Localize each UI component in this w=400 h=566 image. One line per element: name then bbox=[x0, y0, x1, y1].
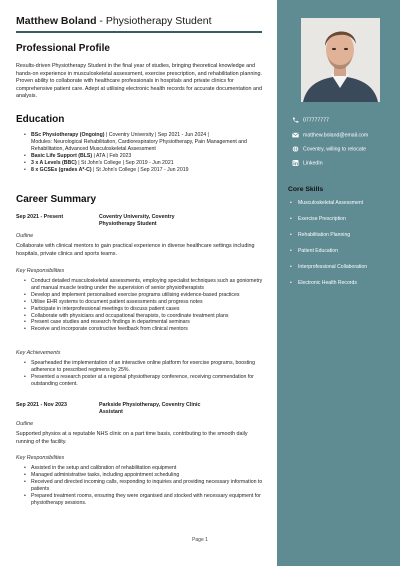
contact-linkedin bbox=[292, 160, 323, 166]
contact-phone bbox=[292, 117, 329, 123]
education-detail: | ATA | Feb 2023 bbox=[92, 152, 132, 159]
responsibility-item: • Collaborate with physicians and occupational therapists, to coordinate treatment plans bbox=[24, 313, 264, 320]
skill-item: • Patient Education bbox=[288, 248, 367, 264]
phone-text: 077777777 bbox=[303, 117, 329, 124]
responsibility-item: • Prepared treatment rooms, ensuring they were organised and stocked with necessary equipment for physiotherapy sessions. bbox=[24, 493, 264, 507]
education-item bbox=[24, 160, 264, 167]
education-detail: | St John's College | Sep 2017 - Jun 2019 bbox=[91, 166, 189, 173]
job-responsibilities-label: Key Responsibilities bbox=[16, 455, 65, 461]
skill-item: • Electronic Health Records bbox=[288, 280, 367, 296]
job-title: Parkside Physiotherapy, Coventry Clinic Assistant bbox=[99, 402, 201, 415]
linkedin-text[interactable]: LinkedIn bbox=[303, 160, 323, 167]
contact-location bbox=[292, 146, 366, 152]
responsibility-item: • Present case studies and research findings in departmental seminars bbox=[24, 319, 264, 326]
responsibility-item: • Conduct detailed musculoskeletal assessments, employing specialist techniques such as goniometry and manual muscle testing under the supervision of senior physiotherapists bbox=[24, 278, 264, 292]
job-responsibilities-list bbox=[24, 278, 264, 333]
header-rule bbox=[16, 31, 262, 33]
profile-heading: Professional Profile bbox=[16, 43, 110, 54]
job-outline: Collaborate with clinical mentors to gain practical experience in diverse healthcare settings including hospitals, private clinics and sports teams. bbox=[16, 243, 255, 257]
job-outline-label: Outline bbox=[16, 421, 34, 427]
responsibility-item: • Participate in interprofessional meetings to discuss patient cases bbox=[24, 306, 264, 313]
skill-item: • Interprofessional Collaboration bbox=[288, 264, 367, 280]
responsibility-item: • Managed administrative tasks, including appointment scheduling bbox=[24, 472, 264, 479]
profile-photo bbox=[301, 18, 380, 102]
achievement-item: • Spearheaded the implementation of an interactive online platform for exercise programs, boosting adherence to prescribed regimens by 25%. bbox=[24, 360, 264, 374]
education-title: 8 x GCSEs (grades A*-C) bbox=[31, 166, 92, 173]
header-separator: - bbox=[96, 15, 106, 27]
education-detail: | St John's College | Sep 2019 - Jun 2021 bbox=[76, 159, 174, 166]
responsibility-item: • Develop and implement personalised exercise programs utilising evidence-based practices bbox=[24, 292, 264, 299]
job-achievements-list bbox=[24, 360, 264, 388]
skills-heading: Core Skills bbox=[288, 186, 324, 193]
education-heading: Education bbox=[16, 114, 65, 125]
email-icon bbox=[292, 132, 299, 138]
job-outline: Supported physios at a reputable NHS clinic on a part time basis, contributing to the smooth daily running of the facility. bbox=[16, 431, 248, 445]
job-responsibilities-label: Key Responsibilities bbox=[16, 268, 65, 274]
job-achievements-label: Key Achievements bbox=[16, 350, 61, 356]
responsibility-item: • Assisted in the setup and calibration of rehabilitation equipment bbox=[24, 465, 264, 472]
job-title: Coventry University, Coventry Physiotherapy Student bbox=[99, 214, 175, 227]
achievement-item: • Presented a research poster at a regional physiotherapy conference, receiving commendation for outstanding content. bbox=[24, 374, 264, 388]
education-title: Basic Life Support (BLS) bbox=[31, 152, 93, 159]
education-item bbox=[24, 153, 264, 160]
education-detail: | Coventry University | Sep 2021 - Jun 2024 | bbox=[104, 132, 209, 138]
responsibility-item: • Utilise EHR systems to document patient assessments and progress notes bbox=[24, 299, 264, 306]
education-item bbox=[24, 132, 264, 153]
career-heading: Career Summary bbox=[16, 194, 97, 205]
education-item bbox=[24, 167, 264, 174]
job-responsibilities-list bbox=[24, 465, 264, 506]
education-title: BSc Physiotherapy (Ongoing) bbox=[31, 132, 105, 138]
globe-icon bbox=[292, 146, 299, 152]
education-list bbox=[24, 132, 264, 173]
linkedin-icon bbox=[292, 160, 299, 166]
responsibility-item: • Receive and incorporate constructive feedback from clinical mentors bbox=[24, 326, 264, 333]
email-text[interactable]: matthew.boland@email.com bbox=[303, 132, 369, 139]
candidate-role: Physiotherapy Student bbox=[105, 15, 212, 27]
skill-item: • Exercise Prescription bbox=[288, 216, 367, 232]
responsibility-item: • Received and directed incoming calls, responding to inquiries and providing necessary information to patients bbox=[24, 479, 264, 493]
education-modules: Modules: Neurological Rehabilitation, Cardiorespiratory Physiotherapy, Pain Management and Rehabilitation, Advanced Musculoskeletal Assessment bbox=[31, 138, 247, 152]
skills-list bbox=[288, 200, 367, 296]
job-dates: Sep 2021 - Nov 2023 bbox=[16, 402, 67, 408]
candidate-name: Matthew Boland bbox=[16, 15, 97, 27]
profile-text: Results-driven Physiotherapy Student in the final year of studies, bringing theoretical knowledge and hands-on experience in musculoskeletal assessment, exercise prescription, and rehabilitation planning. Proven ability to collaborate with healthcare professionals in hospitals and private clinics for comprehensive patient care. Adept at utilising electronic health records for accurate documentation and analysis. bbox=[16, 63, 263, 100]
page-number: Page 1 bbox=[192, 537, 208, 543]
education-title: 3 x A Levels (BBC) bbox=[31, 159, 77, 166]
skill-item: • Rehabilitation Planning bbox=[288, 232, 367, 248]
cv-header bbox=[16, 15, 212, 27]
job-outline-label: Outline bbox=[16, 233, 34, 239]
job-dates: Sep 2021 - Present bbox=[16, 214, 64, 220]
contact-email bbox=[292, 132, 368, 138]
location-text: Coventry, willing to relocate bbox=[303, 146, 367, 153]
phone-icon bbox=[292, 117, 299, 123]
skill-item: • Musculoskeletal Assessment bbox=[288, 200, 367, 216]
cv-sidebar bbox=[277, 0, 400, 566]
